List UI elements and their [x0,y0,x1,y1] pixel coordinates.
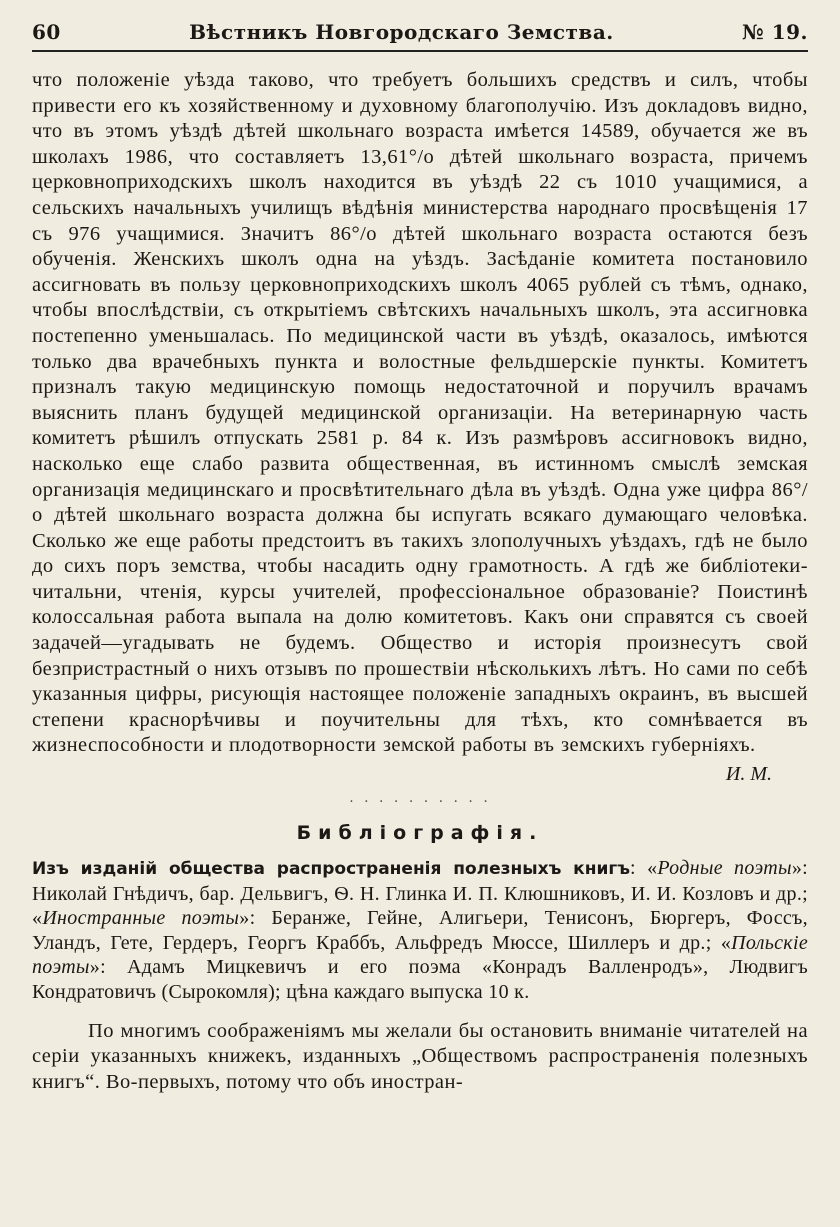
series-title-polish-poets: Польскiе поэты [32,931,808,979]
bibliography-text-3: »: Беранже, Гейне, Алигьери, Тенисонъ, Бюргеръ, Фоссъ, Уландъ, Гете, Гердеръ, Георгъ Краббъ, Альфредъ Мюссе, Шиллеръ и др.; « [32,907,808,954]
bibliography-text-4: »: Адамъ Мицкевичъ и его поэма «Конрадъ Валленродъ», Людвигъ Кондратовичъ (Сырокомля); цѣна каждаго выпуска 10 к. [32,956,808,1003]
section-divider: . . . . . . . . . . [349,790,491,807]
article-signature: И. М. [725,763,772,786]
bibliography-text-2: »: Николай Гнѣдичъ, бар. Дельвигъ, Ѳ. Н. Глинка И. П. Клюшниковъ, И. И. Козловъ и др.; « [32,857,808,930]
article-paragraph: что положенiе уѣзда таково, что требуетъ большихъ средствъ и силъ, чтобы привести его къ хозяйственному и духовному благополучiю. Изъ докладовъ видно, что въ этомъ уѣздѣ дѣтей школьнаго возраста имѣется 14589, обучается же въ школахъ 1986, что составляетъ 13,61°/о дѣтей школьнаго возраста, причемъ церковноприходскихъ школъ находится въ уѣздѣ 22 съ 1010 учащимися, а сельскихъ начальныхъ училищъ вѣдѣнiя министерства народнаго просвѣщенiя 17 съ 976 учащимися. Значитъ 86°/о дѣтей школьнаго возраста остаются безъ обученiя. Женскихъ школъ одна на уѣздъ. Засѣданiе комитета постановило ассигновать въ пользу церковноприходскихъ школъ 4065 рублей съ тѣмъ, однако, чтобы впослѣдствiи, съ открытiемъ свѣтскихъ начальныхъ школъ, эта ассигновка постепенно уменьшалась. По медицинской части въ уѣздѣ, оказалось, имѣются только два врачебныхъ пункта и волостные фельдшерскiе пункты. Комитетъ призналъ такую медицинскую помощь недостаточной и поручилъ врачамъ выяснить планъ будущей медицинской организацiи. На ветеринарную часть комитетъ рѣшилъ отпускать 2581 р. 84 к. Изъ размѣровъ ассигновокъ видно, насколько еще слабо развита общественная, въ истинномъ смыслѣ земская организацiя медицинскаго и просвѣтительнаго дѣла въ уѣздѣ. Одна уже цифра 86°/о дѣтей школьнаго возраста должна бы испугать всякаго думающаго человѣка. Сколько же еще работы предстоитъ въ такихъ злополучныхъ уѣздахъ, гдѣ не было до сихъ поръ земства, чтобы насадить одну грамотность. А гдѣ же библiотеки-читальни, чтенiя, курсы учителей, профессiональное образованiе? Поистинѣ колоссальная работа выпала на долю комитетовъ. Какъ они справятся съ своей задачей—угадывать не будемъ. Общество и исторiя произнесутъ свой безпристрастный о нихъ отзывъ по прошествiи нѣсколькихъ лѣтъ. Но сами по себѣ указанныя цифры, рисующiя настоящее положенiе западныхъ окраинъ, въ высшей степени краснорѣчивы и поучительны для тѣхъ, кто сомнѣвается въ жизнеспособности и плодотворности земской работы въ земскихъ губернiяхъ. [32,69,808,757]
journal-title: Вѣстникъ Новгородскаго Земства. [189,20,614,44]
document-page [32,20,808,1210]
closing-paragraph: По многимъ соображенiямъ мы желали бы остановить вниманiе читателей на серiи указанныхъ книжекъ, изданныхъ „Обществомъ распространенiя полезныхъ книгъ“. Во-первыхъ, потому что объ иностран- [32,1019,808,1093]
bibliography-entry [32,856,808,1005]
series-title-foreign-poets: Иностранные поэты [42,907,240,930]
article-body [32,68,808,759]
bibliography-text-1: : « [630,857,658,880]
issue-number: № 19. [742,20,808,44]
page-header [32,20,808,52]
section-heading: Библiографiя. [296,822,544,845]
page-number: 60 [32,20,61,44]
series-title-native-poets: Родные поэты [657,857,792,880]
bibliography-lead: Изъ изданiй общества распространенiя полезныхъ книгъ [32,859,631,880]
